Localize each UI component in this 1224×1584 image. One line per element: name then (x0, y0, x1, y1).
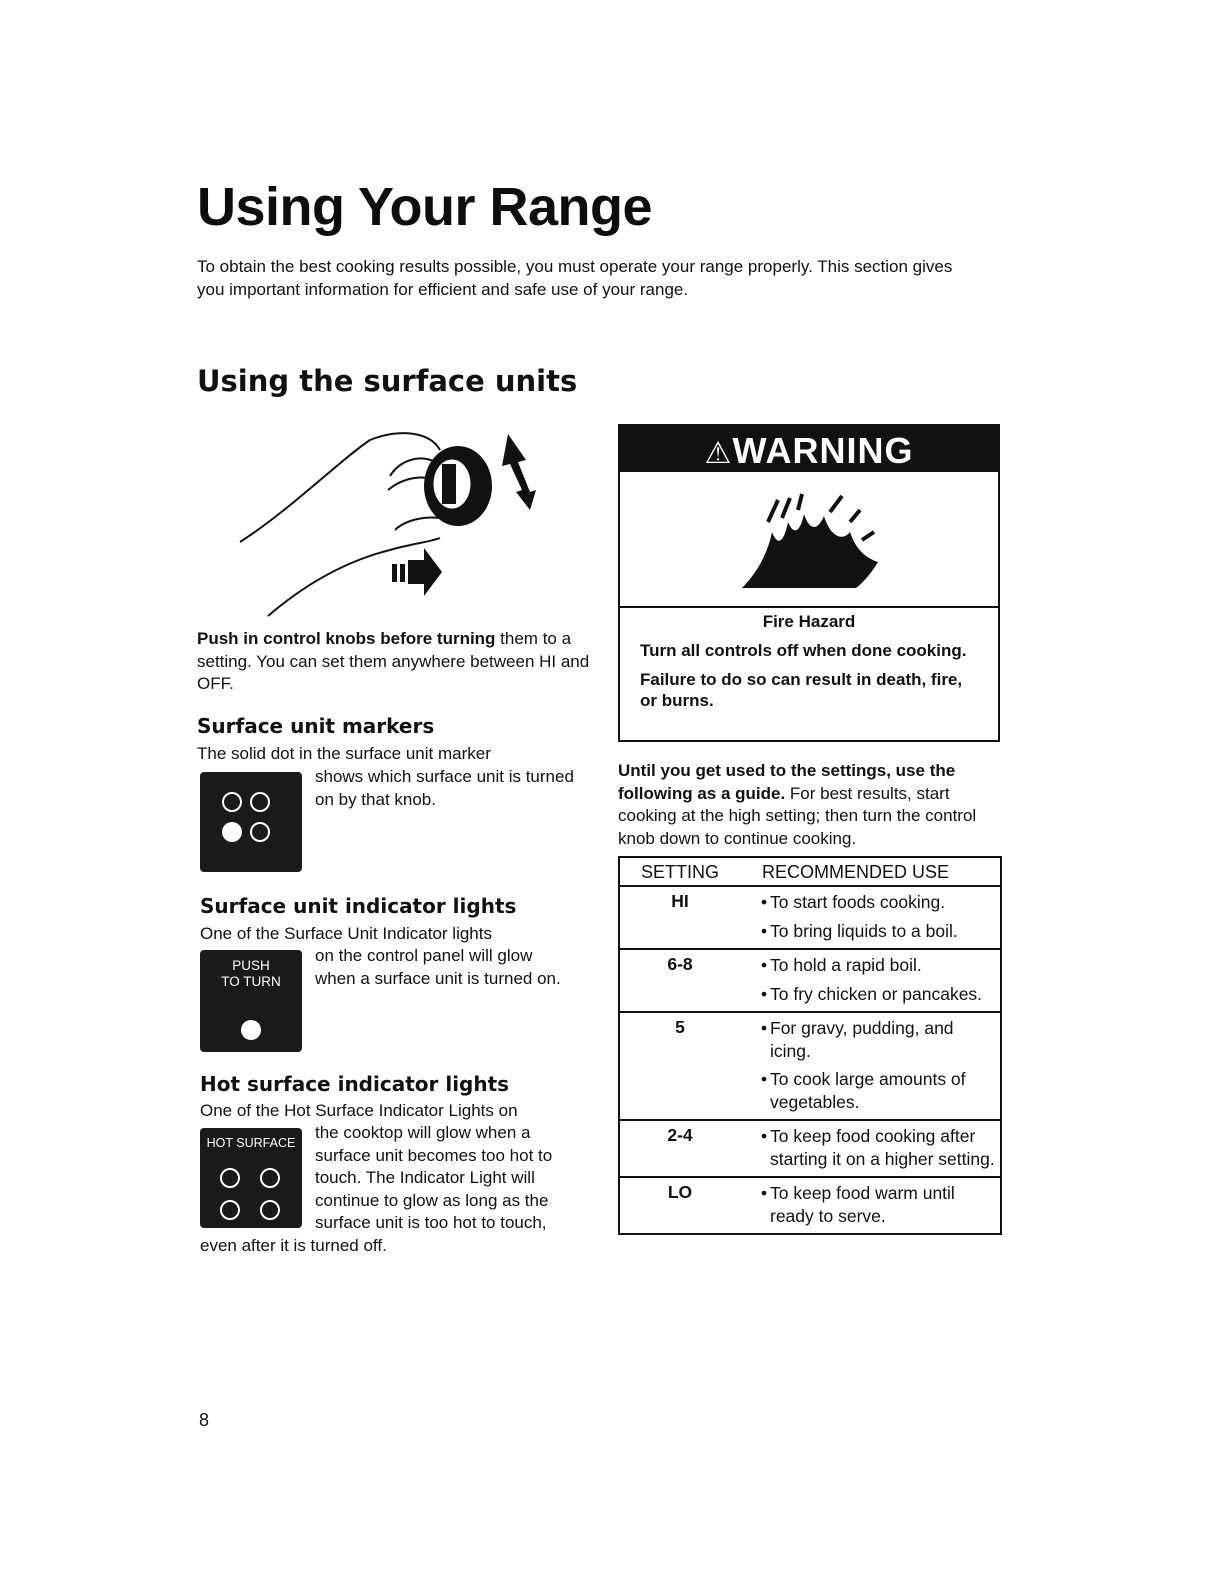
column-header-recommended-use: RECOMMENDED USE (740, 857, 1001, 886)
use-item: • To cook large amounts of vegetables. (754, 1068, 996, 1113)
warning-banner (620, 426, 998, 472)
guide-rest: For best results, start cooking at the high setting; then turn the control knob down to continue cooking. (618, 783, 977, 848)
use-item: • To start foods cooking. (754, 891, 996, 914)
setting-cell: HI (619, 886, 740, 949)
indicator-text: on the control panel will glow when a surface unit is turned on. (315, 946, 561, 988)
recommended-use-cell (740, 949, 1001, 1012)
hand-turning-knob-illustration (230, 420, 570, 620)
page-title: Using Your Range (197, 177, 653, 237)
table-body (619, 886, 1001, 1234)
page-number: 8 (199, 1410, 210, 1430)
knob-instruction-bold: Push in control knobs before turning (197, 629, 496, 648)
warning-label: WARNING (732, 430, 914, 471)
ring-icon (250, 792, 270, 812)
use-item: • To bring liquids to a boil. (754, 920, 996, 943)
warning-line-2: Failure to do so can result in death, fire, or burns. (640, 670, 963, 710)
fire-icon (738, 492, 884, 592)
ring-icon (250, 822, 270, 842)
table-header-row (619, 857, 1001, 886)
use-item: • For gravy, pudding, and icing. (754, 1017, 996, 1062)
column-header-setting: SETTING (619, 857, 740, 886)
recommended-use-cell (740, 1177, 1001, 1234)
hot-surface-label: HOT SURFACE (206, 1136, 296, 1150)
ring-icon (260, 1168, 280, 1188)
ring-icon (260, 1200, 280, 1220)
recommended-use-cell (740, 1120, 1001, 1177)
setting-cell: LO (619, 1177, 740, 1234)
hot-surface-heading: Hot surface indicator lights (200, 1072, 510, 1096)
push-label: PUSH (232, 958, 270, 973)
setting-cell: 5 (619, 1012, 740, 1120)
recommended-use-cell (740, 1012, 1001, 1120)
hot-surface-text: the cooktop will glow when a surface unit becomes too hot to touch. The Indicator Light will continue to glow as long as the surface unit is too hot to touch, (315, 1123, 553, 1232)
indicator-lead: One of the Surface Unit Indicator lights (200, 924, 492, 943)
indicator-dot-icon (241, 1020, 261, 1040)
recommended-use-cell (740, 886, 1001, 949)
warning-line-1: Turn all controls off when done cooking. (640, 641, 967, 660)
ring-icon (220, 1200, 240, 1220)
use-item: • To fry chicken or pancakes. (754, 983, 996, 1006)
indicator-heading: Surface unit indicator lights (200, 894, 517, 918)
to-turn-label: TO TURN (221, 974, 281, 989)
surface-unit-marker-icon (200, 772, 302, 872)
warning-triangle-icon: ⚠ (704, 437, 733, 470)
intro-paragraph: To obtain the best cooking results possible, you must operate your range properly. This section gives you important information for efficient and safe use of your range. (197, 257, 953, 299)
use-item: • To keep food cooking after starting it on a higher setting. (754, 1125, 996, 1170)
setting-cell: 2-4 (619, 1120, 740, 1177)
ring-icon (222, 792, 242, 812)
ring-icon (220, 1168, 240, 1188)
table-row (619, 1012, 1001, 1120)
knob-instruction (197, 628, 592, 696)
warning-box (618, 424, 1000, 742)
knob-instruction-rest: them to a setting. You can set them anywhere between HI and OFF. (197, 629, 590, 693)
markers-lead: The solid dot in the surface unit marker (197, 744, 491, 763)
section-heading: Using the surface units (197, 364, 578, 398)
table-row (619, 949, 1001, 1012)
markers-text: shows which surface unit is turned on by that knob. (315, 767, 574, 809)
hot-surface-indicator-icon (200, 1128, 302, 1228)
markers-heading: Surface unit markers (197, 714, 435, 738)
warning-text (620, 608, 998, 711)
hot-surface-tail: even after it is turned off. (200, 1236, 387, 1255)
settings-table (618, 856, 1002, 1235)
setting-cell: 6-8 (619, 949, 740, 1012)
table-row (619, 1120, 1001, 1177)
hazard-title: Fire Hazard (762, 612, 856, 631)
warning-image-area (620, 472, 998, 608)
solid-dot-icon (222, 822, 242, 842)
table-row (619, 886, 1001, 949)
use-item: • To hold a rapid boil. (754, 954, 996, 977)
push-to-turn-indicator-icon (200, 950, 302, 1052)
guide-paragraph (618, 760, 996, 850)
use-item: • To keep food warm until ready to serve. (754, 1182, 996, 1227)
guide-bold: Until you get used to the settings, use the following as a guide. (618, 761, 956, 803)
table-row (619, 1177, 1001, 1234)
hot-surface-lead: One of the Hot Surface Indicator Lights on (200, 1101, 518, 1120)
